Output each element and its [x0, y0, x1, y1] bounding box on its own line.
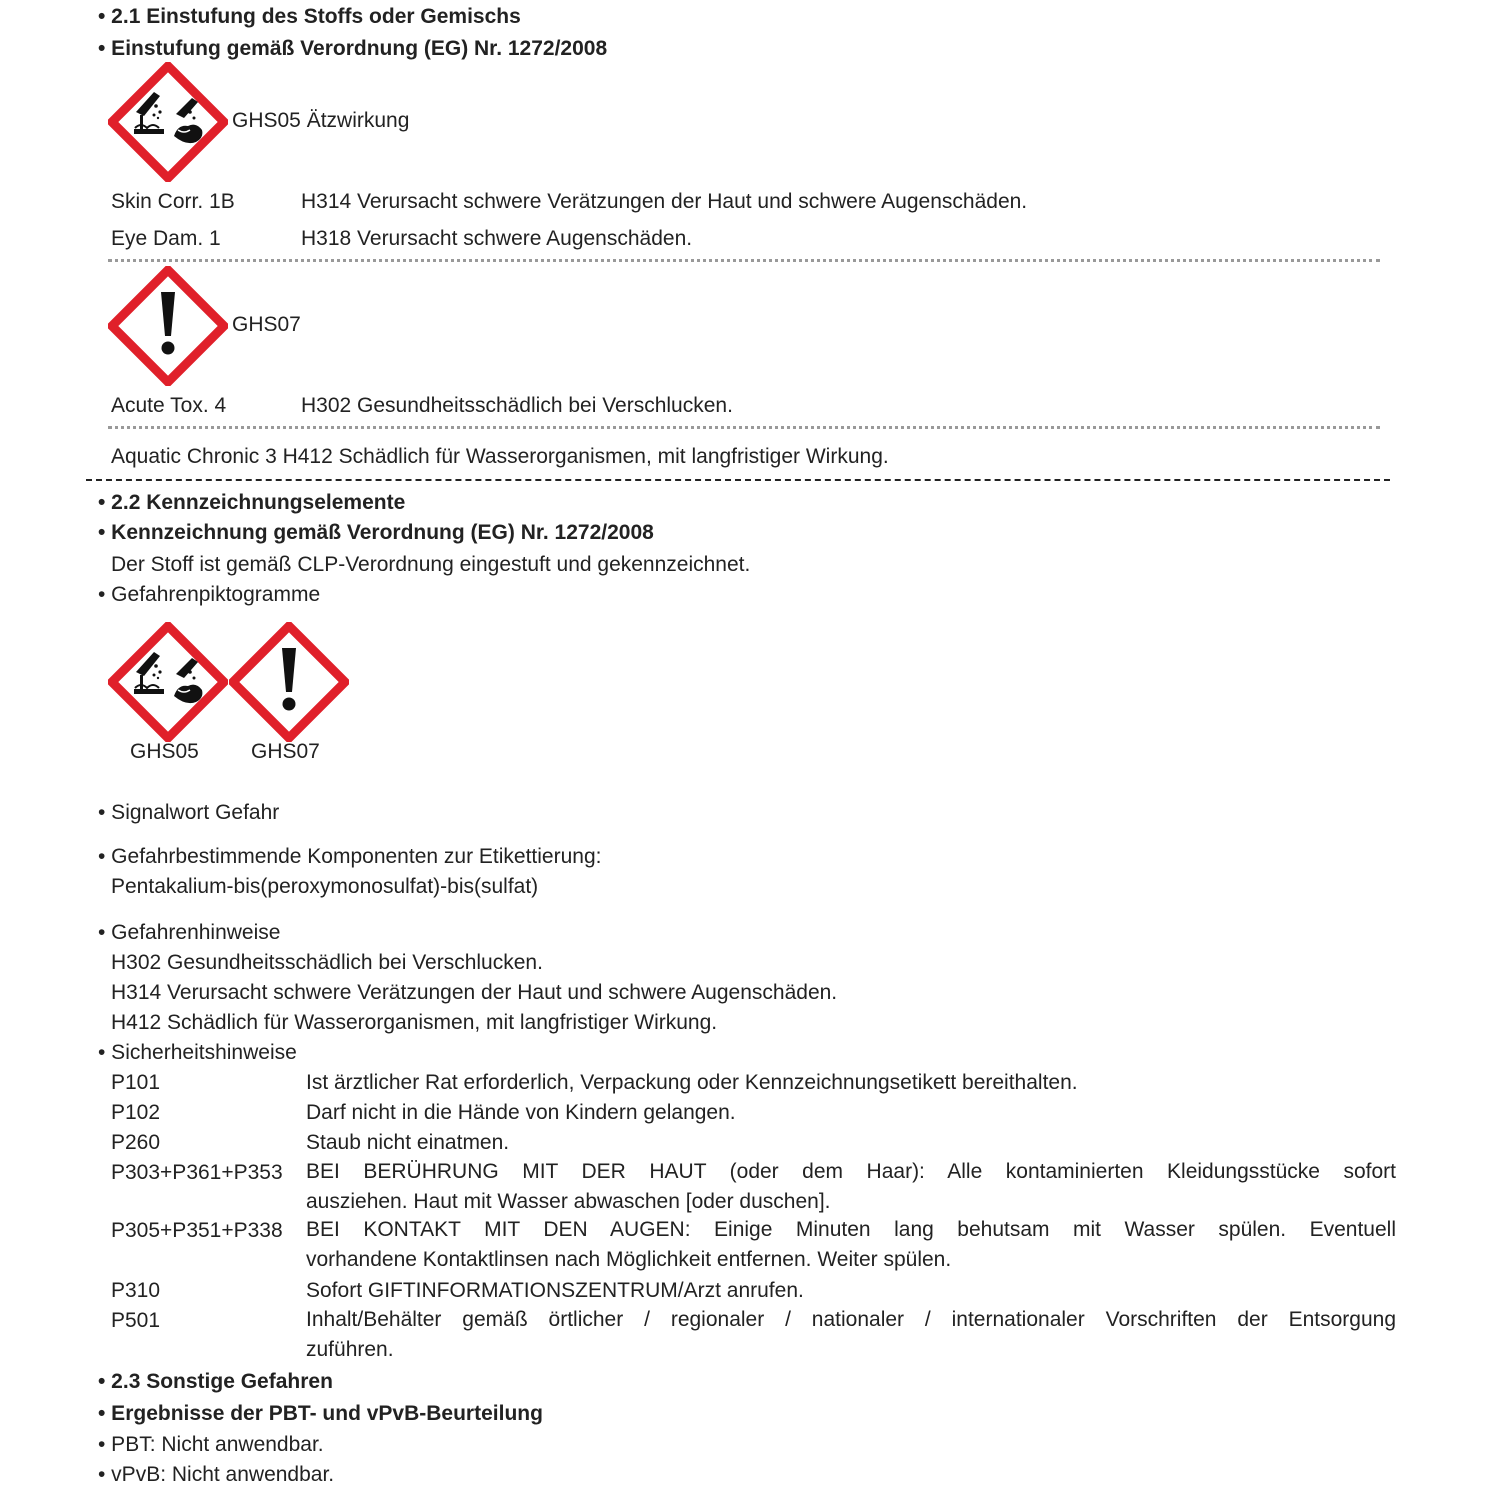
ghs05-label: GHS05 Ätzwirkung	[232, 109, 410, 132]
precaution-text	[306, 1157, 1396, 1217]
dotted-separator	[108, 426, 1380, 429]
classification-regulation-heading: • Einstufung gemäß Verordnung (EG) Nr. 1272/2008	[98, 37, 608, 60]
precaution-code: P260	[111, 1131, 161, 1154]
vpvb-result: • vPvB: Nicht anwendbar.	[98, 1463, 335, 1486]
class-skin-corr: Skin Corr. 1B	[111, 190, 235, 213]
ghs07-label: GHS07	[232, 313, 301, 336]
section-2-1-heading: • 2.1 Einstufung des Stoffs oder Gemischs	[98, 5, 521, 28]
components-heading: • Gefahrbestimmende Komponenten zur Etikettierung:	[98, 845, 602, 868]
pictogram-label-ghs07: GHS07	[251, 740, 320, 763]
component-name: Pentakalium-bis(peroxymonosulfat)-bis(sulfat)	[111, 875, 539, 898]
precaution-line: vorhandene Kontaktlinsen nach Möglichkeit entfernen. Weiter spülen.	[306, 1248, 952, 1271]
precaution-code: P305+P351+P338	[111, 1219, 283, 1242]
pbt-result: • PBT: Nicht anwendbar.	[98, 1433, 324, 1456]
precaution-line: ausziehen. Haut mit Wasser abwaschen [oder duschen].	[306, 1190, 831, 1213]
pictogram-label-ghs05: GHS05	[130, 740, 199, 763]
pbt-assessment-heading: • Ergebnisse der PBT- und vPvB-Beurteilung	[98, 1402, 543, 1425]
precaution-line: Inhalt/Behälter gemäß örtlicher / regionaler / nationaler / internationaler Vorschriften der Entsorgung	[306, 1308, 1396, 1331]
precaution-code: P102	[111, 1101, 161, 1124]
precaution-code: P303+P361+P353	[111, 1161, 283, 1184]
precaution-code: P101	[111, 1071, 161, 1094]
ghs07-exclamation-icon	[108, 266, 228, 386]
hazard-statement: H412 Schädlich für Wasserorganismen, mit langfristiger Wirkung.	[111, 1011, 718, 1034]
precaution-text: Sofort GIFTINFORMATIONSZENTRUM/Arzt anrufen.	[306, 1279, 804, 1302]
class-aquatic-chronic: Aquatic Chronic 3 H412 Schädlich für Wasserorganismen, mit langfristiger Wirkung.	[111, 445, 889, 468]
clp-note: Der Stoff ist gemäß CLP-Verordnung eingestuft und gekennzeichnet.	[111, 553, 751, 576]
signal-word: • Signalwort Gefahr	[98, 801, 280, 824]
hazard-h302: H302 Gesundheitsschädlich bei Verschlucken.	[301, 394, 733, 417]
section-2-2-heading: • 2.2 Kennzeichnungselemente	[98, 491, 406, 514]
precaution-line: BEI KONTAKT MIT DEN AUGEN: Einige Minuten lang behutsam mit Wasser spülen. Eventuell	[306, 1218, 1396, 1241]
precaution-code: P310	[111, 1279, 161, 1302]
labelling-regulation-heading: • Kennzeichnung gemäß Verordnung (EG) Nr. 1272/2008	[98, 521, 654, 544]
precaution-line: zuführen.	[306, 1338, 394, 1361]
ghs05-corrosion-icon	[108, 62, 228, 182]
precaution-text: Staub nicht einatmen.	[306, 1131, 510, 1154]
hazard-h314: H314 Verursacht schwere Verätzungen der Haut und schwere Augenschäden.	[301, 190, 1028, 213]
class-acute-tox: Acute Tox. 4	[111, 394, 227, 417]
precautionary-heading: • Sicherheitshinweise	[98, 1041, 297, 1064]
precaution-code: P501	[111, 1309, 161, 1332]
dashed-separator	[86, 479, 1390, 481]
precaution-text: Ist ärztlicher Rat erforderlich, Verpackung oder Kennzeichnungsetikett bereithalten.	[306, 1071, 1078, 1094]
hazard-statement: H302 Gesundheitsschädlich bei Verschlucken.	[111, 951, 543, 974]
section-2-3-heading: • 2.3 Sonstige Gefahren	[98, 1370, 333, 1393]
ghs05-corrosion-icon	[108, 622, 228, 742]
hazard-h318: H318 Verursacht schwere Augenschäden.	[301, 227, 693, 250]
precaution-line: BEI BERÜHRUNG MIT DER HAUT (oder dem Haar): Alle kontaminierten Kleidungsstücke sofort	[306, 1160, 1396, 1183]
hazard-statement: H314 Verursacht schwere Verätzungen der Haut und schwere Augenschäden.	[111, 981, 838, 1004]
precaution-text: Darf nicht in die Hände von Kindern gelangen.	[306, 1101, 736, 1124]
pictograms-heading: • Gefahrenpiktogramme	[98, 583, 321, 606]
hazard-statements-heading: • Gefahrenhinweise	[98, 921, 281, 944]
precaution-text	[306, 1215, 1396, 1275]
dotted-separator	[108, 259, 1380, 262]
ghs07-exclamation-icon	[229, 622, 349, 742]
class-eye-dam: Eye Dam. 1	[111, 227, 221, 250]
precaution-text	[306, 1305, 1396, 1365]
